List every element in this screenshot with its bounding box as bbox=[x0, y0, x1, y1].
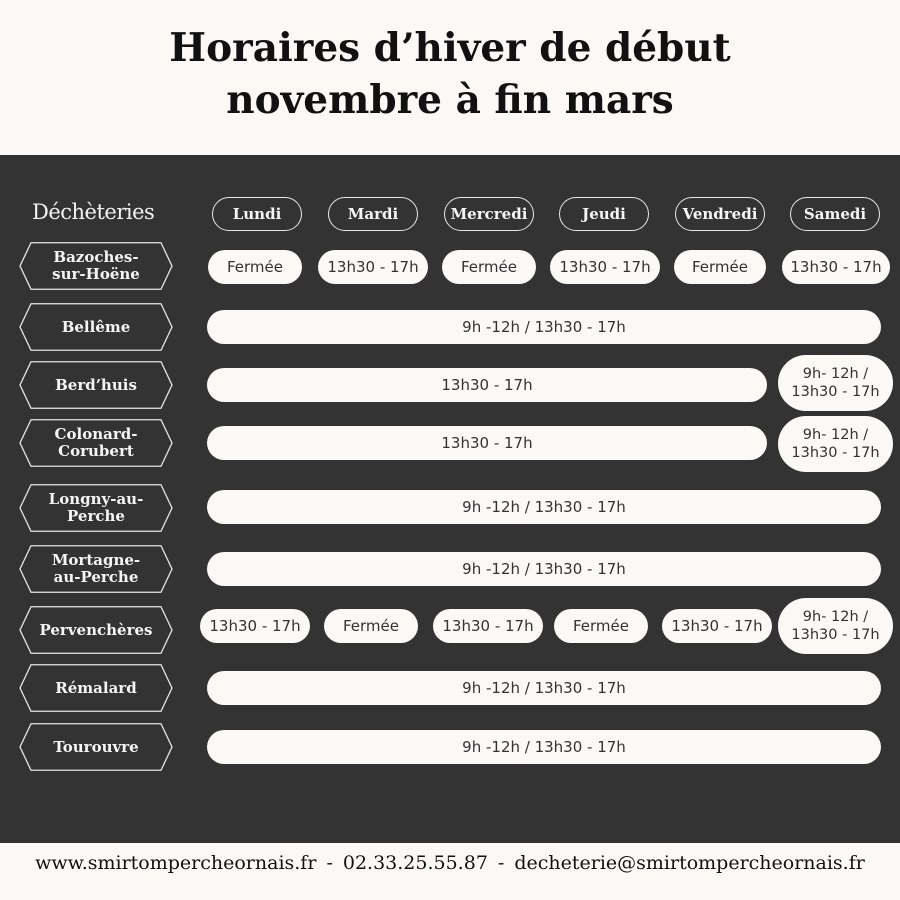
hours-pill-jeudi: Fermée bbox=[554, 609, 648, 643]
hours-pill-all-week: 9h -12h / 13h30 - 17h bbox=[207, 671, 881, 705]
title-line-1: Horaires d’hiver de début bbox=[169, 25, 731, 71]
day-header-jeudi: Jeudi bbox=[559, 197, 649, 231]
day-header-mercredi: Mercredi bbox=[444, 197, 534, 231]
day-header-mardi: Mardi bbox=[328, 197, 418, 231]
website-link[interactable]: www.smirtompercheornais.fr bbox=[35, 852, 317, 874]
separator: - bbox=[326, 852, 333, 874]
site-bazoches-sur-hoene bbox=[19, 242, 173, 290]
hours-pill-vendredi: 13h30 - 17h bbox=[662, 609, 772, 643]
hours-pill-samedi: 9h- 12h / 13h30 - 17h bbox=[778, 598, 893, 654]
separator: - bbox=[497, 852, 505, 874]
page-title bbox=[0, 22, 900, 126]
site-name: Colonard- Corubert bbox=[54, 425, 138, 460]
hours-pill-samedi: 9h- 12h / 13h30 - 17h bbox=[778, 355, 893, 411]
hours-pill-samedi: 13h30 - 17h bbox=[782, 250, 890, 284]
site-name: Longny-au- Perche bbox=[48, 490, 144, 525]
site-tourouvre bbox=[19, 723, 173, 771]
hours-pill-mercredi: Fermée bbox=[442, 250, 536, 284]
day-header-samedi: Samedi bbox=[790, 197, 880, 231]
hours-pill-mardi: Fermée bbox=[324, 609, 418, 643]
hours-pill-lundi-vendredi: 13h30 - 17h bbox=[207, 426, 767, 460]
site-name: Berd’huis bbox=[55, 375, 137, 394]
hours-pill-all-week: 9h -12h / 13h30 - 17h bbox=[207, 490, 881, 524]
site-colonard-corubert bbox=[19, 419, 173, 467]
site-berdhuis bbox=[19, 361, 173, 409]
site-name: Bellême bbox=[61, 317, 131, 336]
hours-pill-vendredi: Fermée bbox=[674, 250, 766, 284]
site-belleme bbox=[19, 303, 173, 351]
email-link[interactable]: decheterie@smirtompercheornais.fr bbox=[514, 852, 865, 874]
site-longny-au-perche bbox=[19, 484, 173, 532]
hours-pill-all-week: 9h -12h / 13h30 - 17h bbox=[207, 552, 881, 586]
phone-number: 02.33.25.55.87 bbox=[342, 852, 488, 874]
site-name: Pervenchères bbox=[39, 620, 153, 639]
hours-pill-jeudi: 13h30 - 17h bbox=[550, 250, 660, 284]
day-header-lundi: Lundi bbox=[212, 197, 302, 231]
header-label-decheteries: Déchèteries bbox=[32, 200, 155, 224]
hours-pill-lundi: Fermée bbox=[208, 250, 302, 284]
hours-pill-all-week: 9h -12h / 13h30 - 17h bbox=[207, 310, 881, 344]
hours-pill-lundi: 13h30 - 17h bbox=[200, 609, 310, 643]
hours-pill-lundi-vendredi: 13h30 - 17h bbox=[207, 368, 767, 402]
site-mortagne-au-perche bbox=[19, 545, 173, 593]
site-pervencheres bbox=[19, 606, 173, 654]
site-name: Tourouvre bbox=[53, 737, 139, 756]
site-name: Rémalard bbox=[55, 678, 137, 697]
day-header-vendredi: Vendredi bbox=[675, 197, 765, 231]
hours-pill-samedi: 9h- 12h / 13h30 - 17h bbox=[778, 416, 893, 472]
hours-pill-mercredi: 13h30 - 17h bbox=[433, 609, 543, 643]
site-remalard bbox=[19, 664, 173, 712]
site-name: Mortagne- au-Perche bbox=[51, 551, 141, 586]
title-line-2: novembre à fin mars bbox=[226, 77, 674, 123]
footer-contact bbox=[0, 852, 900, 874]
hours-pill-all-week: 9h -12h / 13h30 - 17h bbox=[207, 730, 881, 764]
site-name: Bazoches- sur-Hoëne bbox=[52, 248, 140, 283]
hours-pill-mardi: 13h30 - 17h bbox=[318, 250, 428, 284]
